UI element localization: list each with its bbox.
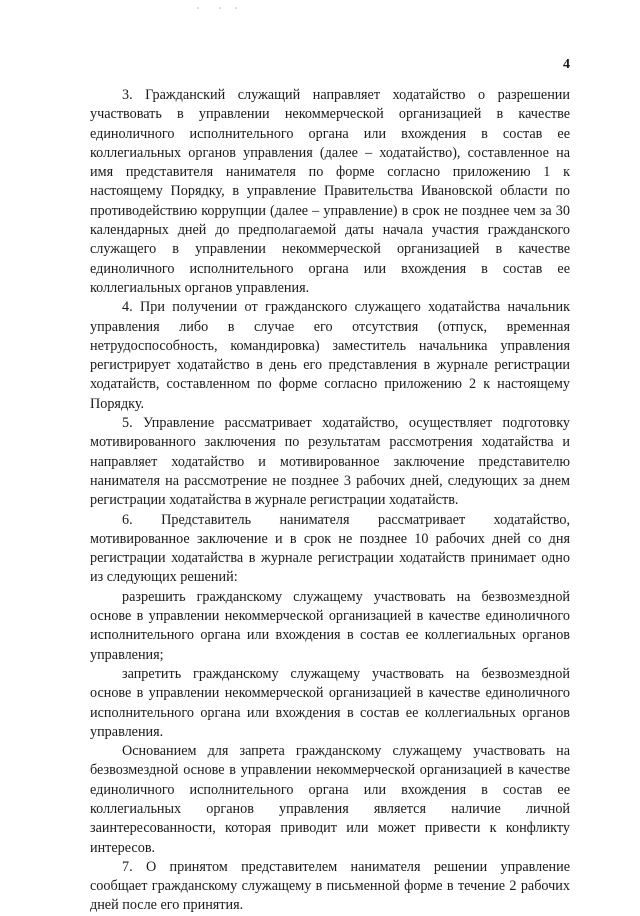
decision-option-allow: разрешить гражданскому служащему участвовать на безвозмездной основе в управлении некоммерческой организацией в качестве единоличного исполнительного органа или вхождения в состав ее коллегиальных органов управления; — [90, 588, 570, 663]
document-body — [90, 86, 570, 916]
paragraph-4: 4. При получении от гражданского служащего ходатайства начальник управления либо в случае его отсутствия (отпуск, временная нетрудоспособность, командировка) заместитель начальника управления регистрирует ходатайство в день его представления в журнале регистрации ходатайств, составленном по форме согласно приложению 2 к настоящему Порядку. — [90, 299, 570, 412]
paragraph-5: 5. Управление рассматривает ходатайство, осуществляет подготовку мотивированного заключения по результатам рассмотрения ходатайства и направляет ходатайство и мотивированное заключение представителю нанимателя на рассмотрение не позднее 3 рабочих дней, следующих за днем регистрации ходатайства в журнале регистрации ходатайств. — [90, 415, 570, 509]
scan-artifact-marks — [196, 6, 256, 10]
paragraph-deny-grounds: Основанием для запрета гражданскому служащему участвовать на безвозмездной основе в управлении некоммерческой организацией в качестве единоличного исполнительного органа или вхождения в состав ее коллегиальных органов управления является наличие личной заинтересованности, которая приводит или может привести к конфликту интересов. — [90, 743, 570, 856]
paragraph-6: 6. Представитель нанимателя рассматривает ходатайство, мотивированное заключение и в срок не позднее 10 рабочих дней со дня регистрации ходатайства в журнале регистрации ходатайств принимает одно из следующих решений: — [90, 511, 570, 586]
decision-option-deny: запретить гражданскому служащему участвовать на безвозмездной основе в управлении некоммерческой организацией в качестве единоличного исполнительного органа или вхождения в состав ее коллегиальных органов управления. — [90, 665, 570, 740]
page-number: 4 — [563, 57, 570, 72]
paragraph-7: 7. О принятом представителем нанимателя решении управление сообщает гражданскому служащему в письменной форме в течение 2 рабочих дней после его принятия. — [90, 858, 570, 914]
paragraph-3: 3. Гражданский служащий направляет ходатайство о разрешении участвовать в управлении некоммерческой организацией в качестве единоличного исполнительного органа или вхождения в состав ее коллегиальных органов управления (далее – ходатайство), составленное на имя представителя нанимателя по форме согласно приложению 1 к настоящему Порядку, в управление Правительства Ивановской области по противодействию коррупции (далее – управление) в срок не позднее чем за 30 календарных дней до предполагаемой даты начала участия гражданского служащего в управлении некоммерческой организацией в качестве единоличного исполнительного органа или вхождения в состав ее коллегиальных органов управления. — [90, 87, 570, 296]
